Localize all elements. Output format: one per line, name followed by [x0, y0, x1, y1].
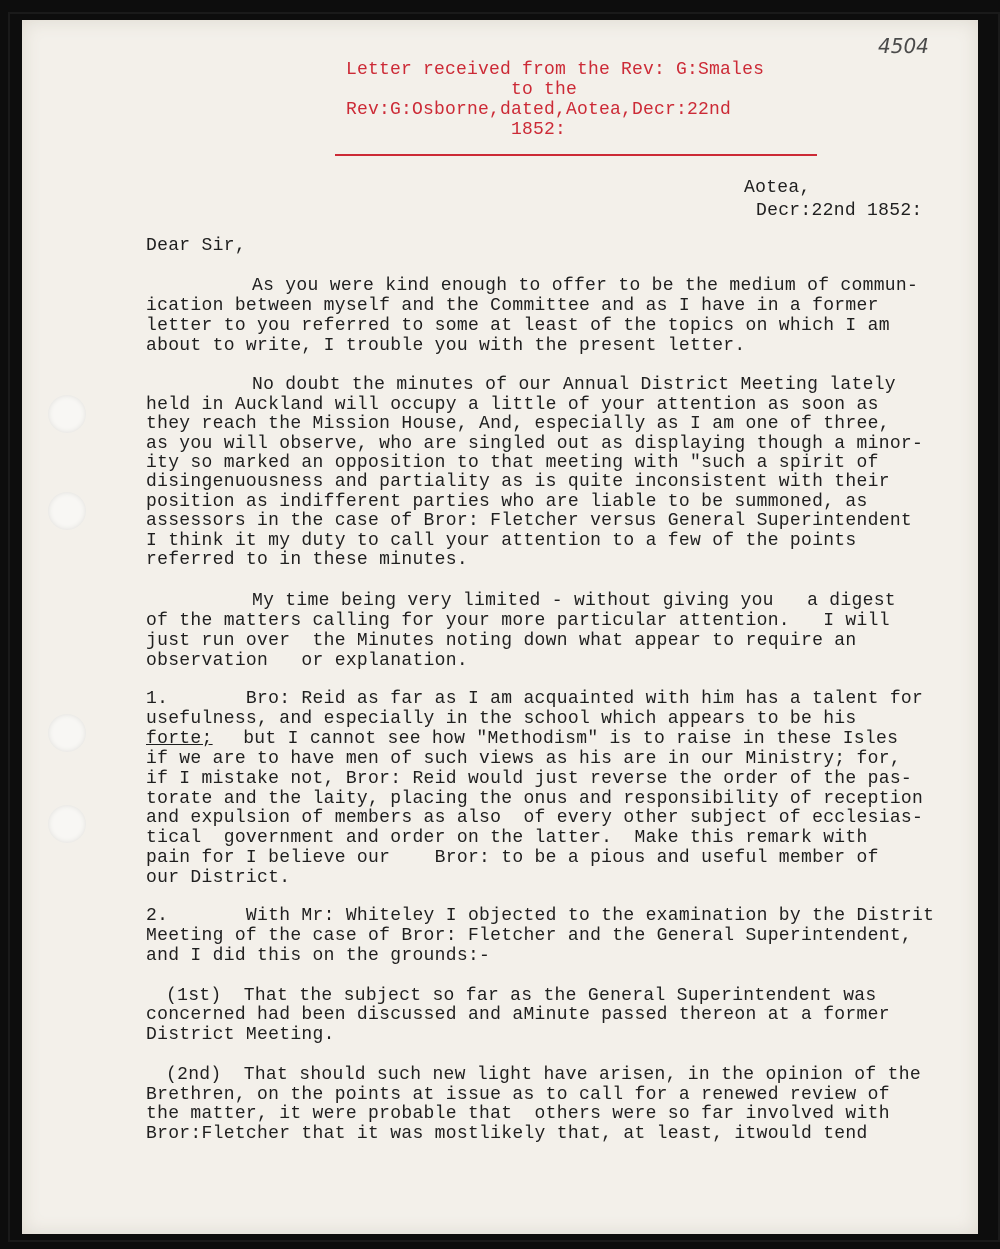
body-line: assessors in the case of Bror: Fletcher versus General Superintendent — [146, 511, 913, 531]
body-line: ication between myself and the Committee and as I have in a former — [146, 296, 879, 316]
body-line: held in Auckland will occupy a little of your attention as soon as — [146, 395, 879, 415]
punch-hole — [48, 805, 86, 843]
body-line: if we are to have men of such views as his are in our Ministry; for, — [146, 749, 901, 769]
body-line: about to write, I trouble you with the present letter. — [146, 336, 746, 356]
header-line-4: 1852: — [511, 120, 567, 140]
header-rule — [335, 154, 817, 156]
body-line: My time being very limited - without giving you a digest — [252, 591, 896, 611]
body-line: (2nd) That should such new light have arisen, in the opinion of the — [166, 1065, 921, 1085]
body-line: and expulsion of members as also of every other subject of ecclesias- — [146, 808, 924, 828]
body-line: As you were kind enough to offer to be the medium of commun- — [252, 276, 919, 296]
body-line: Brethren, on the points at issue as to call for a renewed review of — [146, 1085, 890, 1105]
body-line: the matter, it were probable that others were so far involved with — [146, 1104, 890, 1124]
body-line: position as indifferent parties who are liable to be summoned, as — [146, 492, 868, 512]
body-line: tical government and order on the latter. Make this remark with — [146, 828, 868, 848]
header-line-3: Rev:G:Osborne,dated,Aotea,Decr:22nd — [346, 100, 732, 120]
letter-place: Aotea, — [744, 178, 811, 198]
body-line: District Meeting. — [146, 1025, 335, 1045]
letter-date: Decr:22nd 1852: — [756, 201, 923, 221]
body-line: referred to in these minutes. — [146, 550, 468, 570]
body-line: (1st) That the subject so far as the General Superintendent was — [166, 986, 877, 1006]
body-line: if I mistake not, Bror: Reid would just reverse the order of the pas- — [146, 769, 913, 789]
body-line: Meeting of the case of Bror: Fletcher and the General Superintendent, — [146, 926, 913, 946]
body-line: of the matters calling for your more particular attention. I will — [146, 611, 890, 631]
body-line: Bror:Fletcher that it was mostlikely that, at least, itwould tend — [146, 1124, 868, 1144]
body-line: I think it my duty to call your attention to a few of the points — [146, 531, 857, 551]
punch-hole — [48, 714, 86, 752]
body-line: torate and the laity, placing the onus and responsibility of reception — [146, 789, 924, 809]
body-line: 2. With Mr: Whiteley I objected to the examination by the Distrit — [146, 906, 935, 926]
body-line: usefulness, and especially in the school which appears to be his — [146, 709, 857, 729]
body-line: and I did this on the grounds:- — [146, 946, 491, 966]
body-line: letter to you referred to some at least of the topics on which I am — [146, 316, 890, 336]
body-line-underlined: forte; — [146, 729, 213, 749]
body-line: 1. Bro: Reid as far as I am acquainted with him has a talent for — [146, 689, 924, 709]
body-line: pain for I believe our Bror: to be a pious and useful member of — [146, 848, 879, 868]
salutation: Dear Sir, — [146, 236, 246, 256]
header-line-2: to the — [511, 80, 578, 100]
body-line: concerned had been discussed and aMinute passed thereon at a former — [146, 1005, 890, 1025]
body-line: observation or explanation. — [146, 651, 468, 671]
body-line: ity so marked an opposition to that meeting with "such a spirit of — [146, 453, 879, 473]
body-line: but I cannot see how "Methodism" is to raise in these Isles — [221, 729, 899, 749]
body-line: they reach the Mission House, And, especially as I am one of three, — [146, 414, 890, 434]
body-line: disingenuousness and partiality as is quite inconsistent with their — [146, 472, 890, 492]
punch-hole — [48, 395, 86, 433]
header-line-1: Letter received from the Rev: G:Smales — [346, 60, 765, 80]
body-line: our District. — [146, 868, 291, 888]
body-line: as you will observe, who are singled out as displaying though a minor- — [146, 434, 924, 454]
body-line: just run over the Minutes noting down what appear to require an — [146, 631, 857, 651]
punch-hole — [48, 492, 86, 530]
body-line: No doubt the minutes of our Annual District Meeting lately — [252, 375, 896, 395]
archive-number: 4504 — [878, 34, 929, 58]
